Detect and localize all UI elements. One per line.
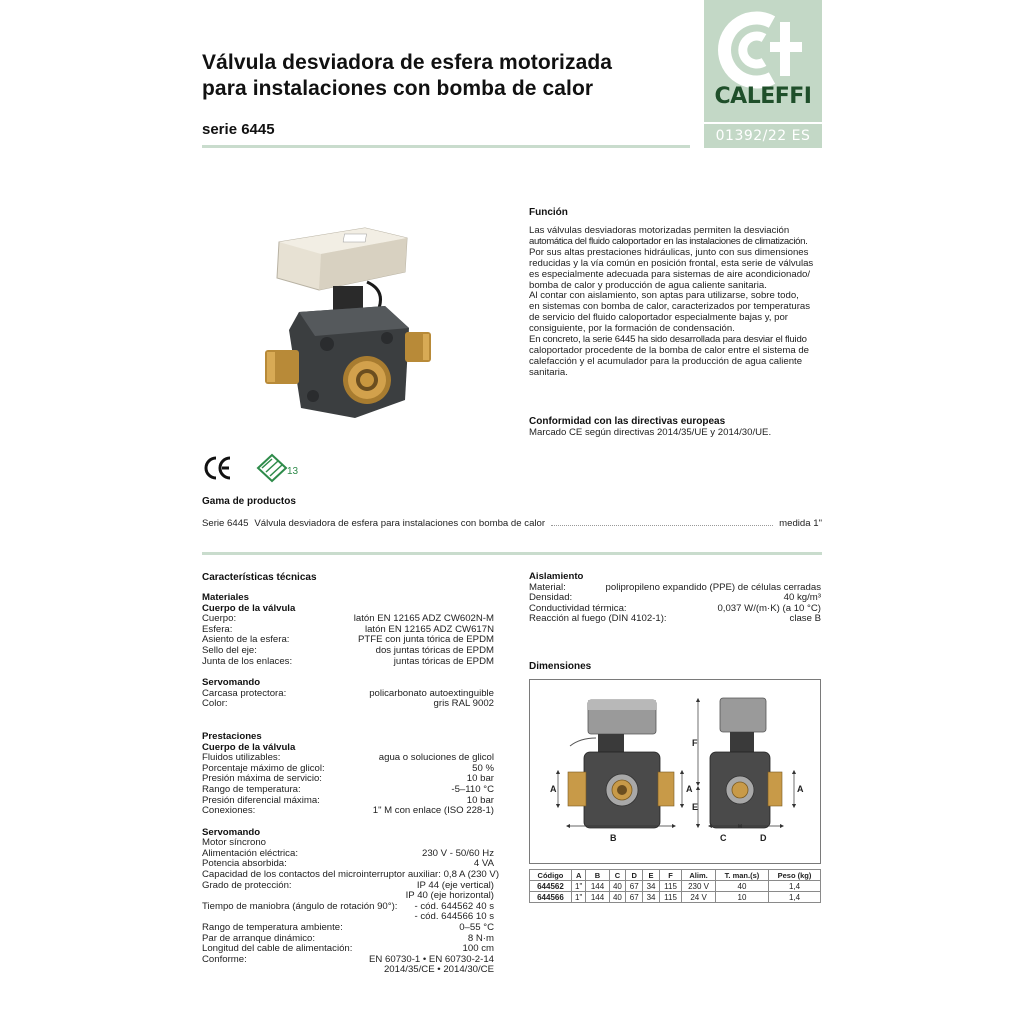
- table-cell: 1": [571, 881, 586, 892]
- spec-row: Esfera: latón EN 12165 ADZ CW617N: [202, 623, 494, 635]
- spec-row: Sello del eje: dos juntas tóricas de EPDM: [202, 644, 494, 656]
- table-header: T. man.(s): [715, 870, 768, 881]
- table-cell: 24 V: [682, 892, 716, 903]
- table-cell: 644566: [530, 892, 572, 903]
- certification-marks: [200, 452, 310, 486]
- caracteristicas-heading: Características técnicas: [202, 572, 317, 583]
- spec-row: Grado de protección: IP 44 (eje vertical): [202, 879, 494, 891]
- side-view: [692, 698, 804, 843]
- table-header: F: [659, 870, 681, 881]
- spec-row: Material: polipropileno expandido (PPE) de células cerradas: [529, 581, 821, 593]
- table-cell: 67: [626, 892, 643, 903]
- table-cell: 10: [715, 892, 768, 903]
- dim-label-a: A: [797, 784, 804, 794]
- funcion-heading: Función: [529, 207, 568, 218]
- funcion-text: [529, 226, 821, 379]
- gama-row: [202, 518, 822, 530]
- gama-description: Válvula desviadora de esfera para instalaciones con bomba de calor: [254, 518, 546, 529]
- table-header: Alim.: [682, 870, 716, 881]
- table-cell: 40: [715, 881, 768, 892]
- funcion-line: Las válvulas desviadoras motorizadas permiten la desviación: [529, 225, 790, 236]
- spec-row: Rango de temperatura: -5–110 °C: [202, 783, 494, 795]
- spec-row: Carcasa protectora: policarbonato autoextinguible: [202, 687, 494, 699]
- valve-product-image: [255, 220, 435, 425]
- front-view: [550, 700, 693, 843]
- spec-row: Asiento de la esfera: PTFE con junta tórica de EPDM: [202, 634, 494, 646]
- dim-label-a: A: [686, 784, 693, 794]
- funcion-line: consiguiente, por la formación de condensación.: [529, 323, 735, 335]
- cuerpo-heading: Cuerpo de la válvula: [202, 741, 296, 753]
- table-cell: 40: [609, 881, 626, 892]
- spec-row: Conforme: EN 60730-1 • EN 60730-2-14: [202, 953, 494, 965]
- table-cell: 115: [659, 892, 681, 903]
- dim-label-d: D: [760, 833, 767, 843]
- spec-row: Longitud del cable de alimentación: 100 cm: [202, 943, 494, 955]
- brand-name: CALEFFI: [714, 84, 812, 109]
- dim-label-e: E: [692, 802, 699, 812]
- funcion-line: calefacción y el acumulador para la producción de agua caliente: [529, 355, 803, 367]
- section-divider: [202, 552, 822, 555]
- ce-mark-icon: [206, 458, 230, 478]
- dimensiones-heading: Dimensiones: [529, 661, 592, 672]
- funcion-line: bomba de calor y producción de agua caliente sanitaria.: [529, 279, 767, 291]
- table-cell: 115: [659, 881, 681, 892]
- table-header: Código: [530, 870, 572, 881]
- table-cell: 230 V: [682, 881, 716, 892]
- page-title: [202, 50, 612, 102]
- funcion-line: Por sus altas prestaciones hidráulicas, junto con sus dimensiones: [529, 246, 809, 258]
- spec-row: Tiempo de maniobra (ángulo de rotación 90°): - cód. 644562 40 s: [202, 900, 494, 912]
- spec-row: Color: gris RAL 9002: [202, 698, 494, 710]
- table-cell: 1": [571, 892, 586, 903]
- ecolabel-mark-icon: [258, 455, 299, 481]
- document-code: 01392/22 ES: [704, 124, 822, 148]
- servomando-heading: Servomando: [202, 826, 261, 838]
- dimensions-drawing-frame: [529, 679, 821, 864]
- cuerpo-heading: Cuerpo de la válvula: [202, 602, 296, 614]
- spec-row: Cuerpo: latón EN 12165 ADZ CW602N-M: [202, 613, 494, 625]
- spec-row: Capacidad de los contactos del microinterruptor auxiliar: 0,8 A (230 V): [202, 869, 500, 881]
- dim-label-a: A: [550, 784, 557, 794]
- spec-row: Conexiones: 1" M con enlace (ISO 228-1): [202, 805, 494, 817]
- spec-row: Par de arranque dinámico: 8 N·m: [202, 932, 494, 944]
- dim-label-c: C: [720, 833, 727, 843]
- gama-size: medida 1": [779, 518, 822, 529]
- funcion-line: sanitaria.: [529, 366, 568, 378]
- table-cell: 144: [586, 892, 609, 903]
- caracteristicas-list: [202, 592, 500, 976]
- dotted-leader: [551, 518, 773, 526]
- dim-label-f: F: [692, 738, 698, 748]
- series-label: serie 6445: [202, 121, 275, 138]
- spec-row: Rango de temperatura ambiente: 0–55 °C: [202, 922, 494, 934]
- gama-heading: Gama de productos: [202, 496, 296, 507]
- table-header: E: [643, 870, 660, 881]
- funcion-line: En concreto, la serie 6445 ha sido desarrollada para desviar el fluido: [529, 334, 807, 346]
- spec-row: Motor síncrono: [202, 837, 266, 849]
- table-header: D: [626, 870, 643, 881]
- header-divider: [202, 145, 690, 148]
- servomando-heading: Servomando: [202, 677, 261, 689]
- table-row: [530, 881, 821, 892]
- prestaciones-heading: Prestaciones: [202, 730, 262, 742]
- gama-series: Serie 6445: [202, 518, 249, 529]
- dimensions-drawing: [530, 680, 820, 863]
- spec-row: Presión máxima de servicio: 10 bar: [202, 773, 494, 785]
- dimensions-table: [529, 869, 821, 903]
- spec-row: Fluidos utilizables: agua o soluciones de glicol: [202, 752, 494, 764]
- table-cell: 644562: [530, 881, 572, 892]
- table-cell: 40: [609, 892, 626, 903]
- spec-row: Junta de los enlaces: juntas tóricas de EPDM: [202, 655, 494, 667]
- table-cell: 144: [586, 881, 609, 892]
- table-row: [530, 892, 821, 903]
- table-header: A: [571, 870, 586, 881]
- table-cell: 34: [643, 881, 660, 892]
- funcion-line: de servicio del fluido caloportador especialmente bajas y, por: [529, 312, 788, 324]
- spec-row: Reacción al fuego (DIN 4102-1): clase B: [529, 613, 821, 625]
- spec-row: Porcentaje máximo de glicol: 50 %: [202, 762, 494, 774]
- table-cell: 67: [626, 881, 643, 892]
- cert-number: 13: [287, 466, 299, 477]
- spec-row: - cód. 644566 10 s: [414, 911, 494, 923]
- table-cell: 1,4: [769, 892, 821, 903]
- conformidad-text: Marcado CE según directivas 2014/35/UE y 2014/30/UE.: [529, 427, 772, 438]
- spec-row: Potencia absorbida: 4 VA: [202, 858, 494, 870]
- funcion-line: caloportador procedente de la bomba de calor entre el sistema de: [529, 344, 809, 356]
- spec-row: Conductividad térmica: 0,037 W/(m·K) (a 10 °C): [529, 602, 821, 614]
- table-header: C: [609, 870, 626, 881]
- dim-label-b: B: [610, 833, 617, 843]
- funcion-line: reducidas y la vía común en posición frontal, esta serie de válvulas: [529, 257, 814, 269]
- table-header-row: [530, 870, 821, 881]
- conformidad-heading: Conformidad con las directivas europeas: [529, 416, 726, 427]
- spec-row: 2014/35/CE • 2014/30/CE: [383, 964, 494, 976]
- title-line-2: para instalaciones con bomba de calor: [202, 77, 594, 100]
- spec-row: IP 40 (eje horizontal): [405, 890, 494, 902]
- spec-row: Presión diferencial máxima: 10 bar: [202, 794, 494, 806]
- materiales-heading: Materiales: [202, 592, 249, 603]
- aislamiento-section: [529, 572, 821, 625]
- funcion-line: en sistemas con bomba de calor, caracterizados por temperaturas: [529, 301, 811, 313]
- aislamiento-heading: Aislamiento: [529, 571, 584, 582]
- table-cell: 34: [643, 892, 660, 903]
- title-line-1: Válvula desviadora de esfera motorizada: [202, 51, 613, 74]
- funcion-line: es especialmente adecuada para sistemas de aire acondicionado/: [529, 268, 811, 280]
- table-header: B: [586, 870, 609, 881]
- table-cell: 1,4: [769, 881, 821, 892]
- table-header: Peso (kg): [769, 870, 821, 881]
- funcion-line: Al contar con aislamiento, son aptas para utilizarse, sobre todo,: [529, 290, 799, 302]
- funcion-line: automática del fluido caloportador en las instalaciones de climatización.: [529, 235, 808, 247]
- spec-row: Alimentación eléctrica: 230 V - 50/60 Hz: [202, 847, 494, 859]
- spec-row: Densidad: 40 kg/m³: [529, 592, 821, 604]
